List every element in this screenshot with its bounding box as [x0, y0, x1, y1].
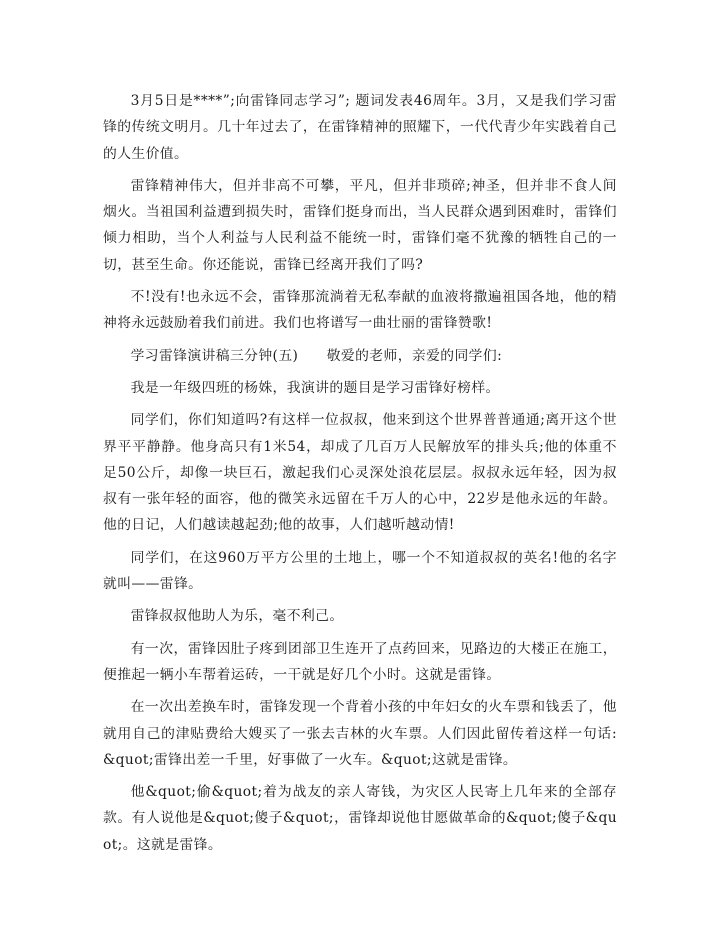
paragraph-7: 同学们，在这960万平方公里的土地上，哪一个不知道叔叔的英名!他的名字就叫——雷锋。 [103, 549, 617, 593]
paragraph-6: 同学们，你们知道吗?有这样一位叔叔，他来到这个世界普普通通;离开这个世界平平静静。他身高只有1米54，却成了几百万人民解放军的排头兵;他的体重不足50公斤，却像一块巨石，激起我们心灵深处浪花层层。叔叔永远年轻，因为叔叔有一张年轻的面容，他的微笑永远留在千万人的心中，22岁是他永远的年龄。他的日记，人们越读越起劲;他的故事，人们越听越动情! [103, 412, 617, 534]
paragraph-5: 我是一年级四班的杨姝，我演讲的题目是学习雷锋好榜样。 [130, 379, 500, 396]
paragraph-9: 有一次，雷锋因肚子疼到团部卫生连开了点药回来，见路边的大楼正在施工，便推起一辆小车帮着运砖，一干就是好几个小时。这就是雷锋。 [103, 640, 617, 683]
paragraph-1: 3月5日是****”;向雷锋同志学习”; 题词发表46周年。3月，又是我们学习雷锋的传统文明月。几十年过去了，在雷锋精神的照耀下，一代代青少年实践着自己的人生价值。 [103, 93, 617, 162]
paragraph-3: 不!没有!也永远不会，雷锋那流淌着无私奉献的血液将撒遍祖国各地，他的精神将永远鼓励着我们前进。我们也将谱写一曲壮丽的雷锋赞歌! [103, 289, 617, 332]
paragraph-2: 雷锋精神伟大，但并非高不可攀，平凡，但并非琐碎;神圣，但并非不食人间烟火。当祖国利益遭到损失时，雷锋们挺身而出，当人民群众遇到困难时，雷锋们倾力相助，当个人利益与人民利益不能统一时，雷锋们毫不犹豫的牺牲自己的一切，甚至生命。你还能说，雷锋已经离开我们了吗? [103, 177, 617, 273]
paragraph-8: 雷锋叔叔他助人为乐，毫不利己。 [130, 608, 344, 625]
paragraph-10: 在一次出差换车时，雷锋发现一个背着小孩的中年妇女的火车票和钱丢了，他就用自己的津贴费给大嫂买了一张去吉林的火车票。人们因此留传着这样一句话:&quot;雷锋出差一千里，好事做了一火车。&quot;这就是雷锋。 [103, 699, 617, 768]
paragraph-4: 学习雷锋演讲稿三分钟(五) 敬爱的老师，亲爱的同学们: [130, 347, 503, 364]
paragraph-11: 他&quot;偷&quot;着为战友的亲人寄钱，为灾区人民寄上几年来的全部存款。有人说他是&quot;傻子&quot;，雷锋却说他甘愿做革命的&quot;傻子&quot;。这就是雷锋。 [103, 784, 617, 853]
document-body [103, 88, 617, 864]
